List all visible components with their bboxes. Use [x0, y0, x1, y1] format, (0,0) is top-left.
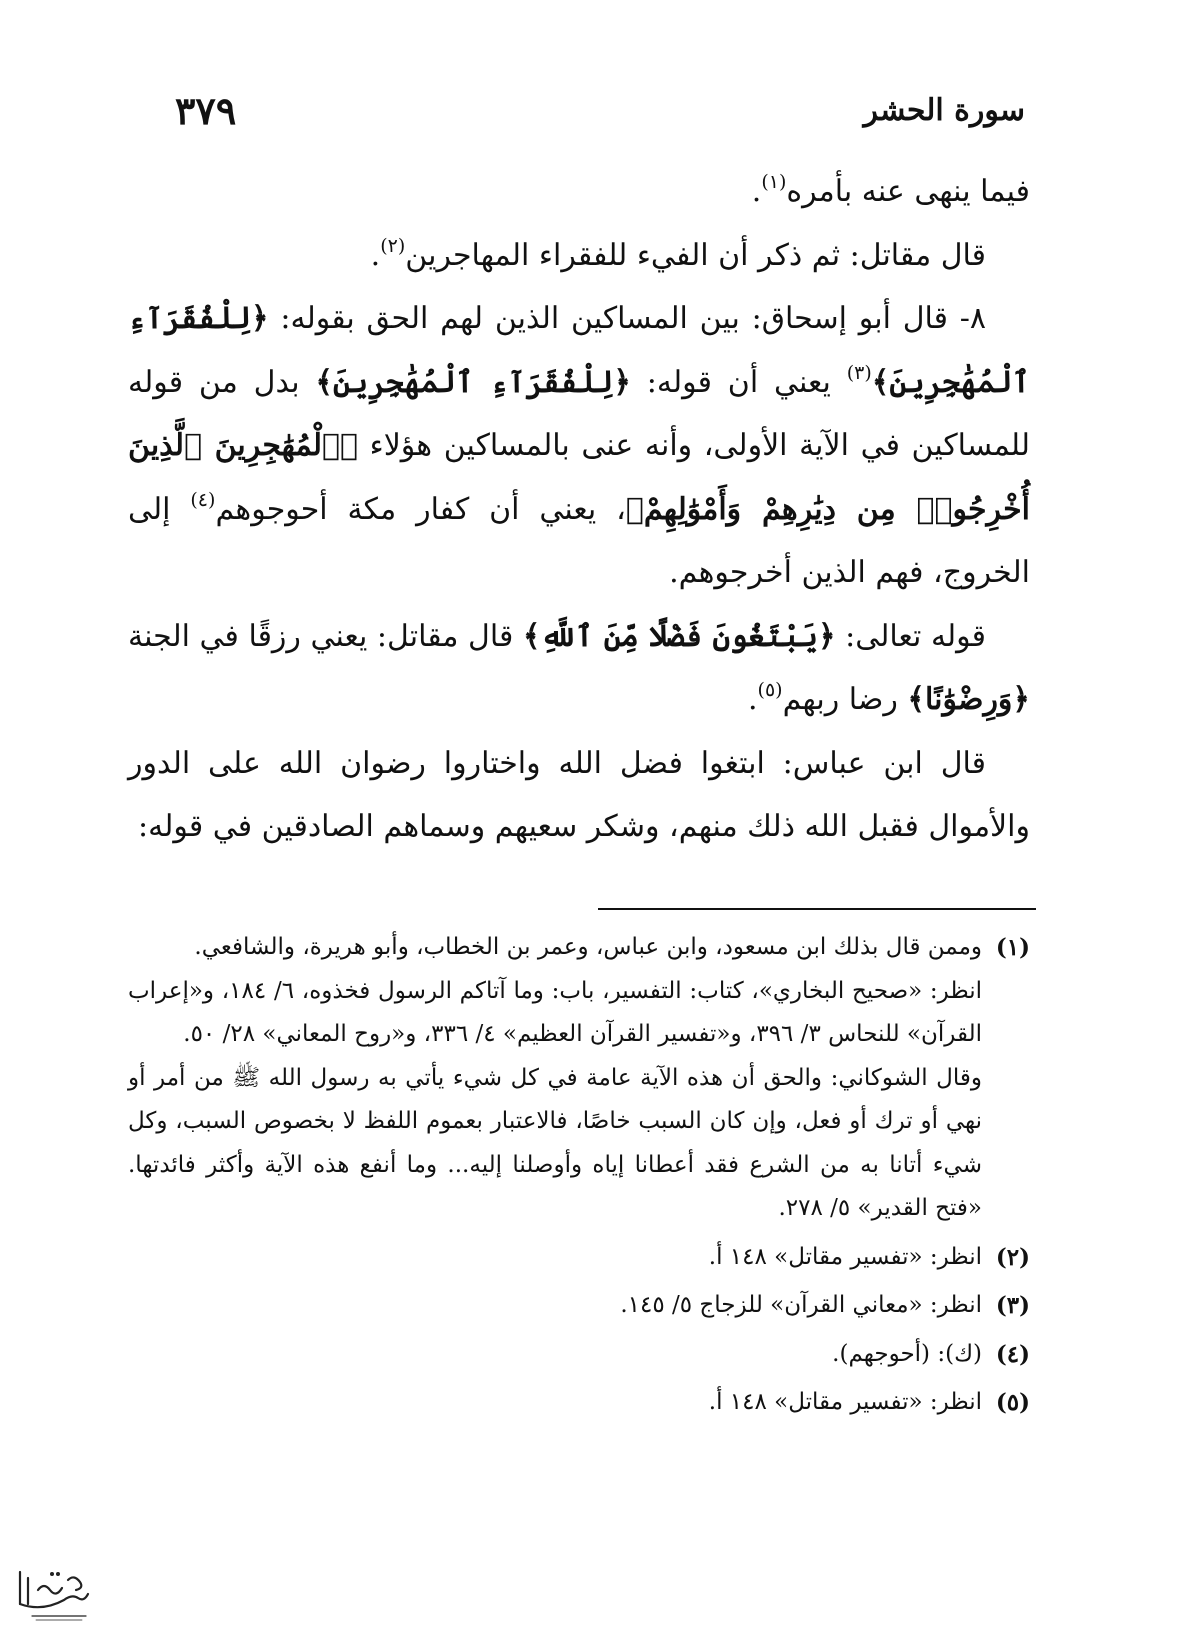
footnote-ref-2[interactable]: (٢) [380, 234, 406, 257]
footnotes [128, 926, 1030, 1425]
text-run: . [747, 682, 758, 717]
quran-quote: ﴿لِلْفُقَرَآءِ ٱلْمُهَٰجِرِينَ﴾ [315, 364, 631, 400]
footnote-5 [128, 1381, 1030, 1425]
text-run: قوله تعالى: [835, 618, 987, 654]
text-run: يعني أن قوله: [630, 364, 847, 400]
text-run: . [751, 174, 762, 209]
footnote-number: (٣) [995, 1292, 1030, 1319]
text-line-2 [128, 224, 1030, 288]
running-head: سورة الحشر [863, 92, 1025, 128]
footnote-number: (٥) [995, 1389, 1030, 1416]
text-run: بدل من قوله للمساكين في الآية الأولى، وأنه عنى بالمساكين هؤلاء [128, 364, 1030, 463]
text-run: فيما ينهى عنه بأمره [786, 174, 1030, 209]
text-run: قال مقاتل: ثم ذكر أن الفيء للفقراء المهاجرين [405, 237, 986, 273]
footnote-paragraph: (ك): (أحوجهم). [832, 1340, 982, 1367]
footnote-2 [128, 1236, 1030, 1280]
quran-quote: ﴿ٱلْمُهَٰجِرِينَ ٱلَّذِينَ أُخْرِجُوا۟ مِن دِيَٰرِهِمْ وَأَمْوَٰلِهِمْ﴾ [128, 428, 1030, 527]
almostafa-logo-icon [12, 1560, 94, 1626]
footnote-3 [128, 1284, 1030, 1328]
text-run: . [370, 237, 381, 273]
text-run: ٨- قال أبو إسحاق: بين المساكين الذين لهم الحق بقوله: [268, 301, 986, 336]
page-header [175, 82, 1025, 138]
text-line-1 [128, 160, 1030, 224]
footnote-paragraph: وقال الشوكاني: والحق أن هذه الآية عامة في كل شيء يأتي به رسول الله ﷺ من أمر أو نهي أو ترك أو فعل، وإن كان السبب خاصًا، فالاعتبار بعموم اللفظ لا بخصوص السبب، وكل شيء أتانا به من الشرع فقد أعطانا إياه وأوصلنا إليه... وما أنفع هذه الآية وأكثر فائدتها. «فتح القدير» ٥/ ٢٧٨. [128, 1064, 982, 1221]
footnote-paragraph: انظر: «تفسير مقاتل» ١٤٨ أ. [708, 1243, 982, 1270]
text-run: قال مقاتل: يعني رزقًا في الجنة [128, 618, 523, 654]
page-number: ٣٧٩ [175, 87, 237, 133]
footnote-paragraph: انظر: «تفسير مقاتل» ١٤٨ أ. [708, 1389, 982, 1415]
paragraph-8 [128, 287, 1030, 605]
footnote-4 [128, 1333, 1030, 1377]
footnote-number: (٤) [995, 1340, 1030, 1368]
footnote-body [128, 1381, 982, 1425]
footnote-paragraph: وممن قال بذلك ابن مسعود، وابن عباس، وعمر بن الخطاب، وأبو هريرة، والشافعي. [194, 934, 982, 960]
quran-quote: ﴿لِلْفُقَرَآءِ ٱلْمُهَٰجِرِينَ﴾ [128, 301, 1030, 400]
footnote-ref-5[interactable]: (٥) [757, 679, 783, 701]
footnote-ref-4[interactable]: (٤) [190, 488, 216, 511]
footnote-body [128, 1284, 982, 1328]
paragraph-ibn-abbas: قال ابن عباس: ابتغوا فضل الله واختاروا رضوان الله على الدور والأموال فقبل الله ذلك منهم، وشكر سعيهم وسماهم الصادقين في قوله: [128, 745, 1030, 844]
text-run: ، يعني أن كفار مكة أحوجوهم [215, 491, 626, 527]
footnote-paragraph: انظر: «صحيح البخاري»، كتاب: التفسير، باب: وما آتاكم الرسول فخذوه، ٦/ ١٨٤، و«إعراب القرآن» للنحاس ٣/ ٣٩٦، و«تفسير القرآن العظيم» ٤/ ٣٣٦، و«روح المعاني» ٢٨/ ٥٠. [128, 977, 983, 1047]
footnote-body [128, 1333, 982, 1377]
footnote-1 [128, 926, 1030, 1231]
footnote-ref-1[interactable]: (١) [761, 171, 787, 193]
paragraph-verse [128, 605, 1030, 732]
text-run: إلى الخروج، فهم الذين أخرجوهم. [128, 491, 1030, 590]
footnote-number: (٢) [995, 1243, 1030, 1271]
footnote-separator [598, 908, 1036, 910]
text-run: رضا ربهم [782, 682, 908, 717]
quran-quote: ﴿وَرِضْوَٰنًا﴾ [907, 682, 1030, 717]
quran-quote: ﴿يَبْتَغُونَ فَضْلًا مِّنَ ٱللَّهِ﴾ [522, 618, 836, 654]
footnote-paragraph: انظر: «معاني القرآن» للزجاج ٥/ ١٤٥. [620, 1292, 982, 1318]
main-text [128, 160, 1030, 859]
footnote-number: (١) [995, 934, 1030, 961]
footnote-body [128, 1236, 982, 1280]
footnote-ref-3[interactable]: (٣) [846, 361, 872, 384]
footnote-body [128, 926, 982, 1231]
